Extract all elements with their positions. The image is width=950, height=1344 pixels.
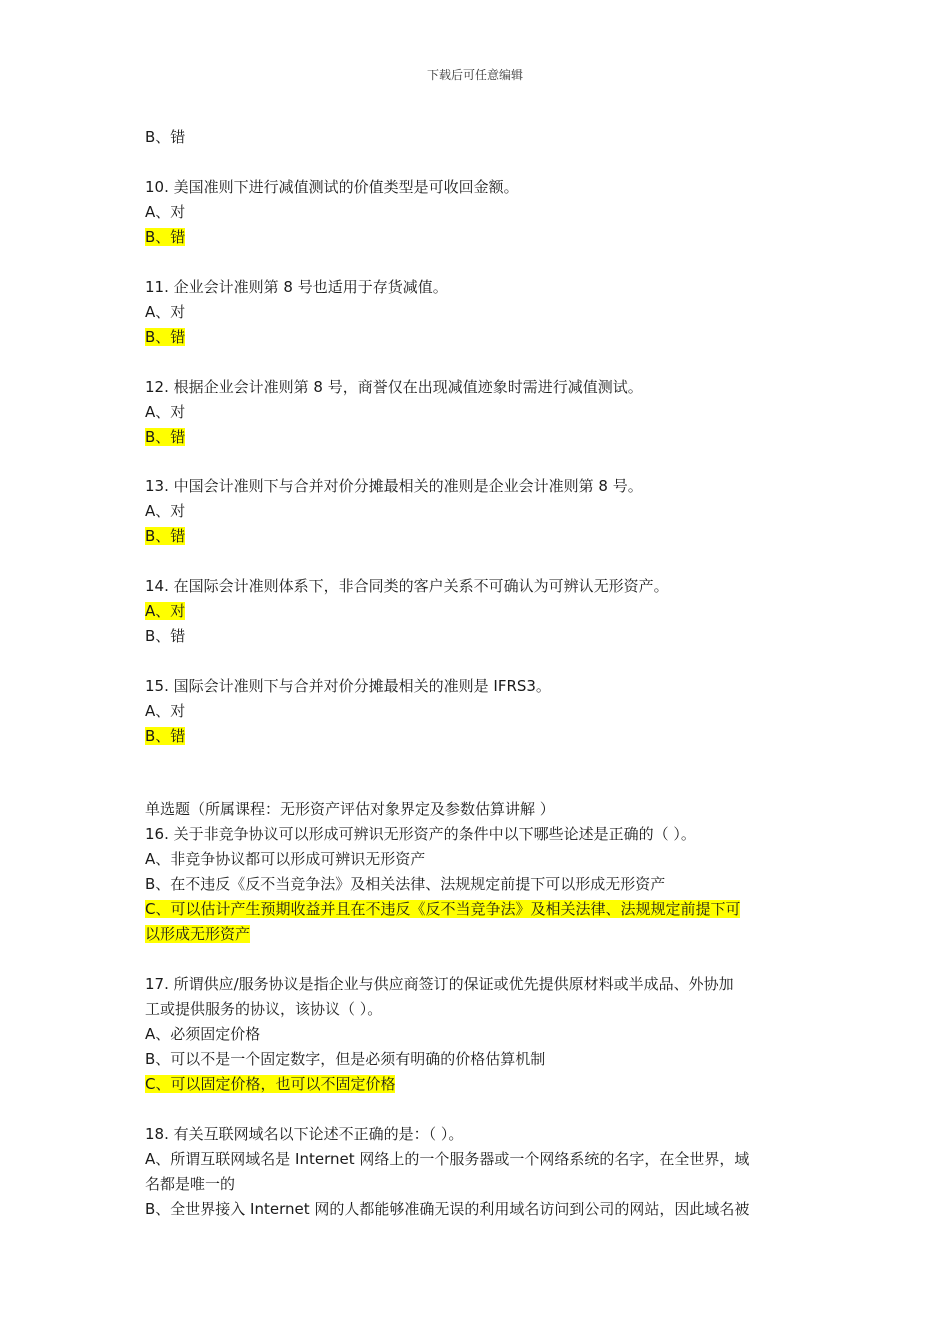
- option-a: [145, 500, 185, 522]
- question-13: [145, 475, 643, 497]
- question-17-continued: [145, 998, 382, 1020]
- line-text: 17. 所谓供应/服务协议是指企业与供应商签订的保证或优先提供原材料或半成品、外协加: [145, 975, 734, 993]
- option-b: [145, 625, 185, 647]
- section-heading: [145, 798, 555, 820]
- option-b: [145, 1198, 749, 1220]
- line-text: A、对: [145, 502, 186, 520]
- line-text: B、错: [145, 128, 186, 146]
- highlighted-answer: B、错: [145, 328, 186, 346]
- line-text: A、对: [145, 303, 186, 321]
- line-text: 14. 在国际会计准则体系下，非合同类的客户关系不可确认为可辨认无形资产。: [145, 577, 669, 595]
- line-text: A、对: [145, 702, 186, 720]
- line-text: B、全世界接入 Internet 网的人都能够准确无误的利用域名访问到公司的网站，因此域名被: [145, 1200, 750, 1218]
- line-text: 10. 美国准则下进行减值测试的价值类型是可收回金额。: [145, 178, 519, 196]
- line-text: 15. 国际会计准则下与合并对价分摊最相关的准则是 IFRS3。: [145, 677, 551, 695]
- line-text: 11. 企业会计准则第 8 号也适用于存货减值。: [145, 278, 448, 296]
- option-c-answer: [145, 1073, 395, 1095]
- question-16: [145, 823, 696, 845]
- option-a: [145, 301, 185, 323]
- highlighted-answer: C、可以固定价格，也可以不固定价格: [145, 1075, 396, 1093]
- option-b: [145, 1048, 545, 1070]
- question-15: [145, 675, 551, 697]
- option-b-answer: [145, 426, 185, 448]
- option-a-continued: [145, 1173, 235, 1195]
- line-text: A、对: [145, 403, 186, 421]
- option-a: [145, 1023, 260, 1045]
- question-11: [145, 276, 448, 298]
- line-text: 12. 根据企业会计准则第 8 号，商誉仅在出现减值迹象时需进行减值测试。: [145, 378, 643, 396]
- line-text: 单选题（所属课程：无形资产评估对象界定及参数估算讲解 ）: [145, 800, 555, 818]
- highlighted-answer: B、错: [145, 428, 186, 446]
- option-b: [145, 873, 665, 895]
- line-text: 13. 中国会计准则下与合并对价分摊最相关的准则是企业会计准则第 8 号。: [145, 477, 643, 495]
- option-c-answer-continued: [145, 923, 250, 945]
- option-b-answer: [145, 326, 185, 348]
- option-a: [145, 848, 425, 870]
- question-10: [145, 176, 519, 198]
- option-a: [145, 201, 185, 223]
- option-b-answer: [145, 725, 185, 747]
- line-text: B、错: [145, 627, 186, 645]
- highlighted-answer: B、错: [145, 727, 186, 745]
- line-text: 16. 关于非竞争协议可以形成可辨识无形资产的条件中以下哪些论述是正确的（ ）。: [145, 825, 696, 843]
- line-text: 工或提供服务的协议，该协议（ ）。: [145, 1000, 383, 1018]
- line-text: A、对: [145, 203, 186, 221]
- highlighted-answer: B、错: [145, 527, 186, 545]
- line-text: B、可以不是一个固定数字，但是必须有明确的价格估算机制: [145, 1050, 546, 1068]
- option-b: [145, 126, 185, 148]
- option-a: [145, 401, 185, 423]
- option-c-answer: [145, 898, 740, 920]
- highlighted-answer: C、可以估计产生预期收益并且在不违反《反不当竞争法》及相关法律、法规规定前提下可: [145, 900, 741, 918]
- question-18: [145, 1123, 463, 1145]
- option-b-answer: [145, 226, 185, 248]
- line-text: A、非竞争协议都可以形成可辨识无形资产: [145, 850, 426, 868]
- highlighted-answer: A、对: [145, 602, 186, 620]
- highlighted-answer: 以形成无形资产: [145, 925, 251, 943]
- line-text: B、在不违反《反不当竞争法》及相关法律、法规规定前提下可以形成无形资产: [145, 875, 666, 893]
- line-text: 18. 有关互联网域名以下论述不正确的是：（ ）。: [145, 1125, 464, 1143]
- option-b-answer: [145, 525, 185, 547]
- option-a: [145, 1148, 749, 1170]
- question-17: [145, 973, 734, 995]
- question-14: [145, 575, 669, 597]
- highlighted-answer: B、错: [145, 228, 186, 246]
- option-a: [145, 700, 185, 722]
- question-12: [145, 376, 643, 398]
- line-text: 名都是唯一的: [145, 1175, 236, 1193]
- line-text: A、所谓互联网域名是 Internet 网络上的一个服务器或一个网络系统的名字，在全世界，域: [145, 1150, 750, 1168]
- line-text: A、必须固定价格: [145, 1025, 261, 1043]
- page-header: 下载后可任意编辑: [426, 68, 523, 82]
- option-a-answer: [145, 600, 185, 622]
